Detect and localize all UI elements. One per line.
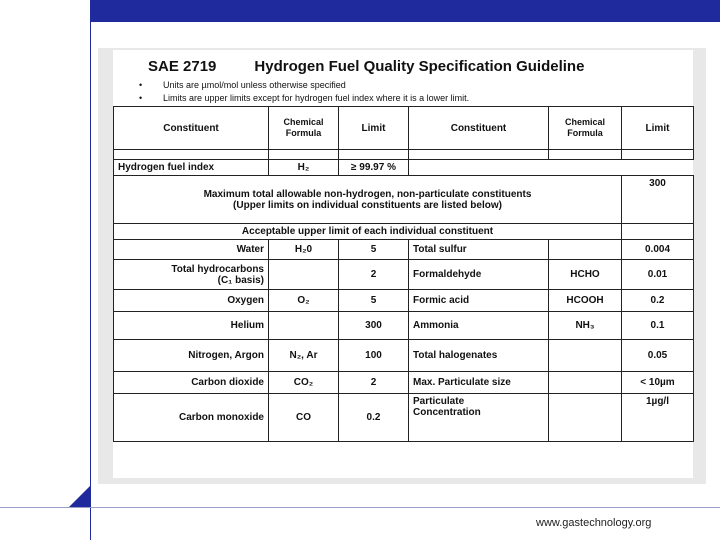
standard-code: SAE 2719 <box>148 58 217 75</box>
fuel-index-limit: ≥ 99.97 % <box>339 160 409 176</box>
top-accent-bar <box>90 0 720 22</box>
table-row: Water H₂0 5 Total sulfur 0.004 <box>114 240 694 260</box>
header-formula: Chemical Formula <box>269 107 339 150</box>
header-constituent: Constituent <box>409 107 549 150</box>
footer-divider <box>0 507 720 508</box>
table-row: Total hydrocarbons (C₁ basis) 2 Formaldehyde HCHO 0.01 <box>114 260 694 290</box>
table-row: Helium 300 Ammonia NH₃ 0.1 <box>114 312 694 340</box>
bullet-dot: • <box>139 80 143 90</box>
bullet-dot: • <box>139 93 143 103</box>
left-accent-rule <box>90 22 91 540</box>
table-row: Oxygen O₂ 5 Formic acid HCOOH 0.2 <box>114 290 694 312</box>
header-formula: Chemical Formula <box>549 107 622 150</box>
table-row: Nitrogen, Argon N₂, Ar 100 Total halogenates 0.05 <box>114 340 694 372</box>
title-text: Hydrogen Fuel Quality Specification Guideline <box>254 58 585 75</box>
table-header-row <box>114 107 694 150</box>
corner-accent-triangle <box>68 486 90 508</box>
document-title <box>148 58 584 75</box>
fuel-index-name: Hydrogen fuel index <box>114 160 269 176</box>
table-row: Carbon dioxide CO₂ 2 Max. Particulate size < 10µm <box>114 372 694 394</box>
spec-table <box>113 106 694 442</box>
section-label: Acceptable upper limit of each individual constituent <box>114 224 622 240</box>
section-row <box>114 224 694 240</box>
bullet-text: Limits are upper limits except for hydrogen fuel index where it is a lower limit. <box>163 93 470 103</box>
max-total-value: 300 <box>622 176 694 224</box>
bullet-text: Units are µmol/mol unless otherwise specified <box>163 80 346 90</box>
fuel-index-row <box>114 160 694 176</box>
max-total-label: Maximum total allowable non-hydrogen, non-particulate constituents (Upper limits on individual constituents are listed below) <box>114 176 622 224</box>
fuel-index-formula: H₂ <box>269 160 339 176</box>
header-limit: Limit <box>339 107 409 150</box>
table-row: Carbon monoxide CO 0.2 Particulate Concentration 1µg/l <box>114 394 694 442</box>
bullet-units <box>139 80 346 90</box>
max-total-row <box>114 176 694 224</box>
footer-url: www.gastechnology.org <box>536 517 652 529</box>
bullet-limits <box>139 93 469 103</box>
header-limit: Limit <box>622 107 694 150</box>
spacer-row <box>114 150 694 160</box>
document-image <box>113 50 693 478</box>
header-constituent: Constituent <box>114 107 269 150</box>
